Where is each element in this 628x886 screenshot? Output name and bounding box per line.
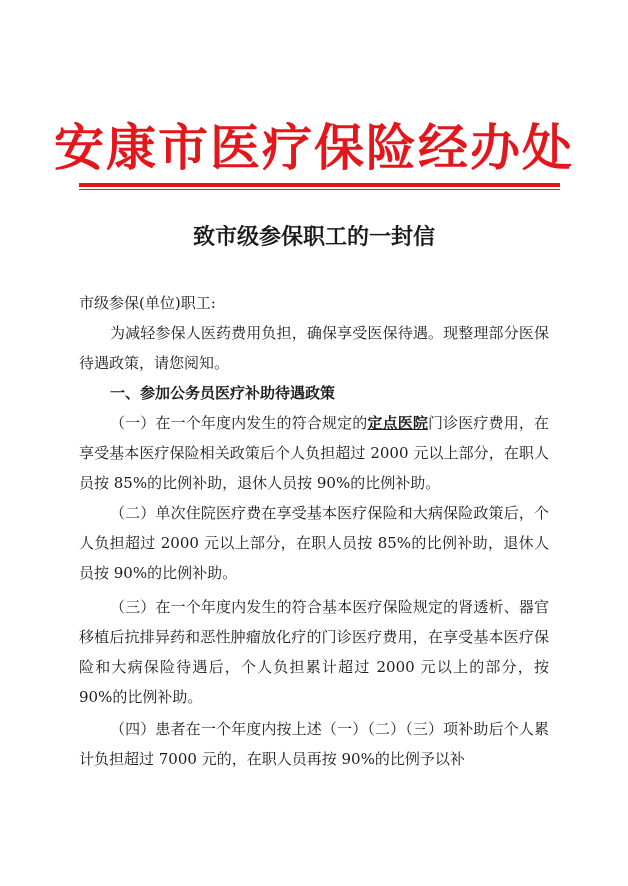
intro-paragraph: 为减轻参保人医药费用负担，确保享受医保待遇。现整理部分医保待遇政策，请您阅知。 [79,324,549,372]
policy-item-3: （三）在一个年度内发生的符合基本医疗保险规定的肾透析、器官移植后抗排异药和恶性肿瘤放化疗的门诊医疗费用，在享受基本医疗保险和大病保险待遇后，个人负担累计超过 2000 元以上的部分，按 90%的比例补助。 [79,598,549,706]
header-rule-thin [79,189,560,190]
designated-hospital-emphasis: 定点医院 [367,414,428,432]
header-rule-thick [79,183,560,187]
organization-title: 安康市医疗保险经办处 [54,118,574,177]
letter-title: 致市级参保职工的一封信 [192,225,435,250]
policy-item-1-pre: （一）在一个年度内发生的符合规定的 [110,414,368,432]
policy-item-4: （四）患者在一个年度内按上述（一）（二）（三）项补助后个人累计负担超过 7000 元的，在职人员再按 90%的比例予以补 [79,720,549,768]
policy-item-2: （二）单次住院医疗费在享受基本医疗保险和大病保险政策后，个人负担超过 2000 元以上部分，在职人员按 85%的比例补助，退休人员按 90%的比例补助。 [79,504,549,582]
policy-item-1-post: 门诊医疗费用，在享受基本医疗保险相关政策后个人负担超过 2000 元以上部分，在职人员按 85%的比例补助，退休人员按 90%的比例补助。 [79,414,549,492]
salutation: 市级参保(单位)职工: [79,294,216,312]
policy-item-1 [79,408,549,498]
section-heading-1: 一、参加公务员医疗补助待遇政策 [110,384,336,402]
